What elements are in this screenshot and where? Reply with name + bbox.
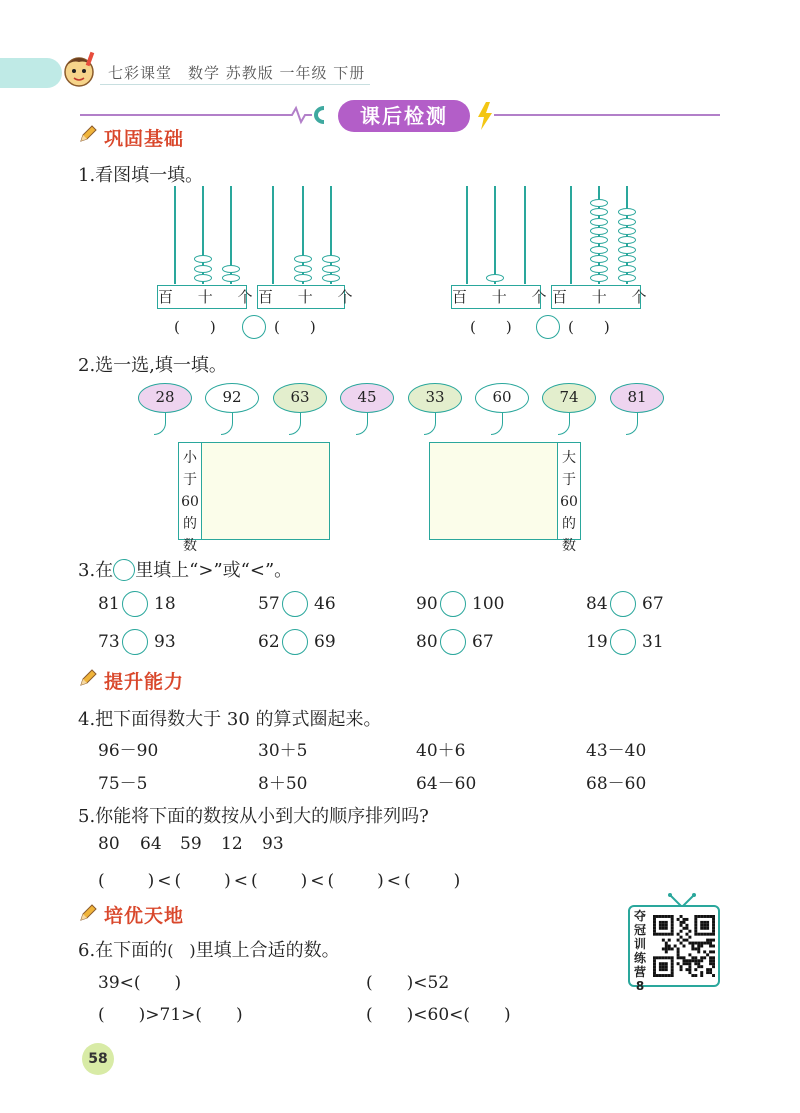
qr-label	[632, 909, 648, 993]
mascot-icon	[58, 48, 100, 94]
q5-number: 80	[98, 834, 120, 854]
bubble-tail	[289, 413, 301, 435]
label-char: 数	[183, 538, 197, 554]
abacus-bead	[322, 265, 340, 273]
pencil-icon	[78, 903, 98, 927]
q1-compare-circle-1[interactable]	[242, 315, 266, 339]
qr-code-icon[interactable]	[653, 915, 715, 981]
abacus-bead	[294, 265, 312, 273]
less-than-60-label	[178, 442, 202, 554]
q3-compare-circle[interactable]	[282, 629, 308, 655]
q3-right-number: 67	[472, 632, 494, 652]
abacus-bead	[590, 218, 608, 226]
abacus-bead	[590, 199, 608, 207]
qr-label-char: 训	[633, 937, 646, 951]
bubble-tail	[558, 413, 570, 435]
abacus-label-4: 百 十 个	[551, 285, 641, 309]
q3-compare-circle[interactable]	[440, 629, 466, 655]
q3-compare-circle[interactable]	[282, 591, 308, 617]
abacus-rod	[466, 186, 468, 284]
abacus-bead	[618, 227, 636, 235]
q3-right-number: 93	[154, 632, 176, 652]
banner-title: 课后检测	[338, 100, 470, 132]
label-char: 的	[183, 516, 197, 532]
abacus-label-2: 百 十 个	[257, 285, 345, 309]
abacus-bead	[194, 274, 212, 282]
abacus-bead	[618, 236, 636, 244]
number-bubble[interactable]: 74	[542, 383, 596, 413]
pencil-icon	[78, 668, 98, 692]
q3-compare-circle[interactable]	[440, 591, 466, 617]
abacus-bead	[322, 274, 340, 282]
header-band	[0, 58, 62, 88]
label-char: 小	[183, 450, 197, 466]
q5-number: 59	[180, 834, 202, 854]
label-char: 数	[562, 538, 576, 554]
q5-number: 93	[262, 834, 284, 854]
q3-left-number: 57	[258, 594, 280, 614]
q6-item-1[interactable]: 39<( )	[98, 973, 182, 993]
q3-title-post: 里填上“>”或“<”。	[135, 560, 293, 581]
label-char: 于	[562, 472, 576, 488]
number-bubble[interactable]: 45	[340, 383, 394, 413]
q3-left-number: 19	[586, 632, 608, 652]
q5-number: 64	[140, 834, 162, 854]
number-bubble[interactable]: 28	[138, 383, 192, 413]
qr-label-char: 练	[633, 951, 646, 965]
q5-number: 12	[221, 834, 243, 854]
abacus-bead	[222, 265, 240, 273]
abacus-bead	[222, 274, 240, 282]
abacus-bead	[194, 265, 212, 273]
q6-title-paren: ( )	[167, 941, 196, 960]
q3-right-number: 31	[642, 632, 664, 652]
abacus-rod	[524, 186, 526, 284]
abacus-bead	[294, 255, 312, 263]
qr-label-num: 8	[635, 979, 645, 993]
abacus-bead	[322, 255, 340, 263]
number-bubble[interactable]: 92	[205, 383, 259, 413]
abacus-bead	[294, 274, 312, 282]
abacus-rod	[174, 186, 176, 284]
q1-blank-2[interactable]: ( )	[274, 318, 316, 336]
abacus-bead	[590, 255, 608, 263]
banner-line-right	[494, 114, 720, 116]
q5-answer-blanks[interactable]: ( )<( )<( )<( )<( )	[98, 871, 464, 891]
q6-item-3[interactable]: ( )>71>( )	[98, 1005, 243, 1025]
q3-right-number: 18	[154, 594, 176, 614]
number-bubble[interactable]: 63	[273, 383, 327, 413]
label-char: 60	[560, 494, 578, 510]
q1-blank-4[interactable]: ( )	[568, 318, 610, 336]
abacus-label-3: 百 十 个	[451, 285, 541, 309]
q6-item-4[interactable]: ( )<60<( )	[366, 1005, 511, 1025]
page-number: 58	[82, 1043, 114, 1075]
banner-line-left	[80, 114, 288, 116]
abacus-bead	[618, 265, 636, 273]
abacus-bead	[618, 274, 636, 282]
q1-blank-1[interactable]: ( )	[174, 318, 216, 336]
abacus-label-1: 百 十 个	[157, 285, 247, 309]
abacus-bead	[590, 274, 608, 282]
q2-title: 2.选一选,填一填。	[78, 355, 227, 376]
number-bubble[interactable]: 60	[475, 383, 529, 413]
q4-expression[interactable]: 40＋6	[416, 741, 466, 761]
number-bubble[interactable]: 81	[610, 383, 664, 413]
q6-title-post: 里填上合适的数。	[195, 940, 340, 961]
abacus-rod	[494, 186, 496, 284]
q4-expression[interactable]: 75－5	[98, 774, 148, 794]
bubble-tail	[356, 413, 368, 435]
q3-right-number: 100	[472, 594, 505, 614]
abacus-rod	[272, 186, 274, 284]
q3-title	[78, 556, 292, 582]
q6-title-pre: 6.在下面的	[78, 940, 168, 961]
label-char: 于	[183, 472, 197, 488]
abacus-bead	[618, 208, 636, 216]
q3-right-number: 69	[314, 632, 336, 652]
q3-compare-circle[interactable]	[122, 629, 148, 655]
section-basic-title: 巩固基础	[104, 128, 185, 150]
abacus-bead	[618, 246, 636, 254]
label-char: 的	[562, 516, 576, 532]
q3-left-number: 73	[98, 632, 120, 652]
q3-right-number: 67	[642, 594, 664, 614]
qr-label-char: 冠	[633, 923, 646, 937]
q3-right-number: 46	[314, 594, 336, 614]
q4-expression[interactable]: 43－40	[586, 741, 647, 761]
q1-title: 1.看图填一填。	[78, 165, 204, 186]
bubble-tail	[221, 413, 233, 435]
q4-expression[interactable]: 64－60	[416, 774, 477, 794]
q3-compare-circle[interactable]	[610, 629, 636, 655]
q3-left-number: 81	[98, 594, 120, 614]
abacus-bead	[590, 227, 608, 235]
qr-label-char: 夺	[633, 909, 646, 923]
q4-expression[interactable]: 68－60	[586, 774, 647, 794]
abacus-bead	[618, 218, 636, 226]
abacus-rod	[570, 186, 572, 284]
label-char: 大	[562, 450, 576, 466]
lightning-icon	[476, 102, 494, 134]
q3-title-circle	[113, 559, 135, 581]
abacus-bead	[486, 274, 504, 282]
abacus-bead	[590, 208, 608, 216]
q1-compare-circle-2[interactable]	[536, 315, 560, 339]
q3-compare-circle[interactable]	[610, 591, 636, 617]
q4-expression[interactable]: 8＋50	[258, 774, 308, 794]
header-underline	[100, 84, 370, 85]
q3-left-number: 84	[586, 594, 608, 614]
q4-expression[interactable]: 96－90	[98, 741, 159, 761]
q3-compare-circle[interactable]	[122, 591, 148, 617]
wave-icon	[284, 104, 334, 130]
q4-expression[interactable]: 30＋5	[258, 741, 308, 761]
bubble-tail	[491, 413, 503, 435]
abacus-bead	[590, 246, 608, 254]
abacus-bead	[618, 255, 636, 263]
pencil-icon	[78, 124, 98, 148]
abacus-bead	[590, 265, 608, 273]
q3-left-number: 90	[416, 594, 438, 614]
q1-blank-3[interactable]: ( )	[470, 318, 512, 336]
q3-left-number: 80	[416, 632, 438, 652]
qr-label-char: 营	[633, 965, 646, 979]
q6-title	[78, 936, 340, 962]
section-excel-title: 培优天地	[104, 905, 185, 927]
label-char: 60	[181, 494, 199, 510]
bubble-tail	[424, 413, 436, 435]
number-bubble[interactable]: 33	[408, 383, 462, 413]
q3-left-number: 62	[258, 632, 280, 652]
q6-item-2[interactable]: ( )<52	[366, 973, 450, 993]
greater-than-60-label	[557, 442, 581, 554]
abacus-bead	[590, 236, 608, 244]
q3-title-pre: 3.在	[78, 560, 114, 581]
q5-title: 5.你能将下面的数按从小到大的顺序排列吗?	[78, 806, 429, 827]
section-improve-title: 提升能力	[104, 671, 185, 693]
header-title: 七彩课堂 数学 苏教版 一年级 下册	[108, 64, 366, 82]
bubble-tail	[154, 413, 166, 435]
abacus-bead	[194, 255, 212, 263]
bubble-tail	[626, 413, 638, 435]
q4-title: 4.把下面得数大于 30 的算式圈起来。	[78, 709, 382, 730]
